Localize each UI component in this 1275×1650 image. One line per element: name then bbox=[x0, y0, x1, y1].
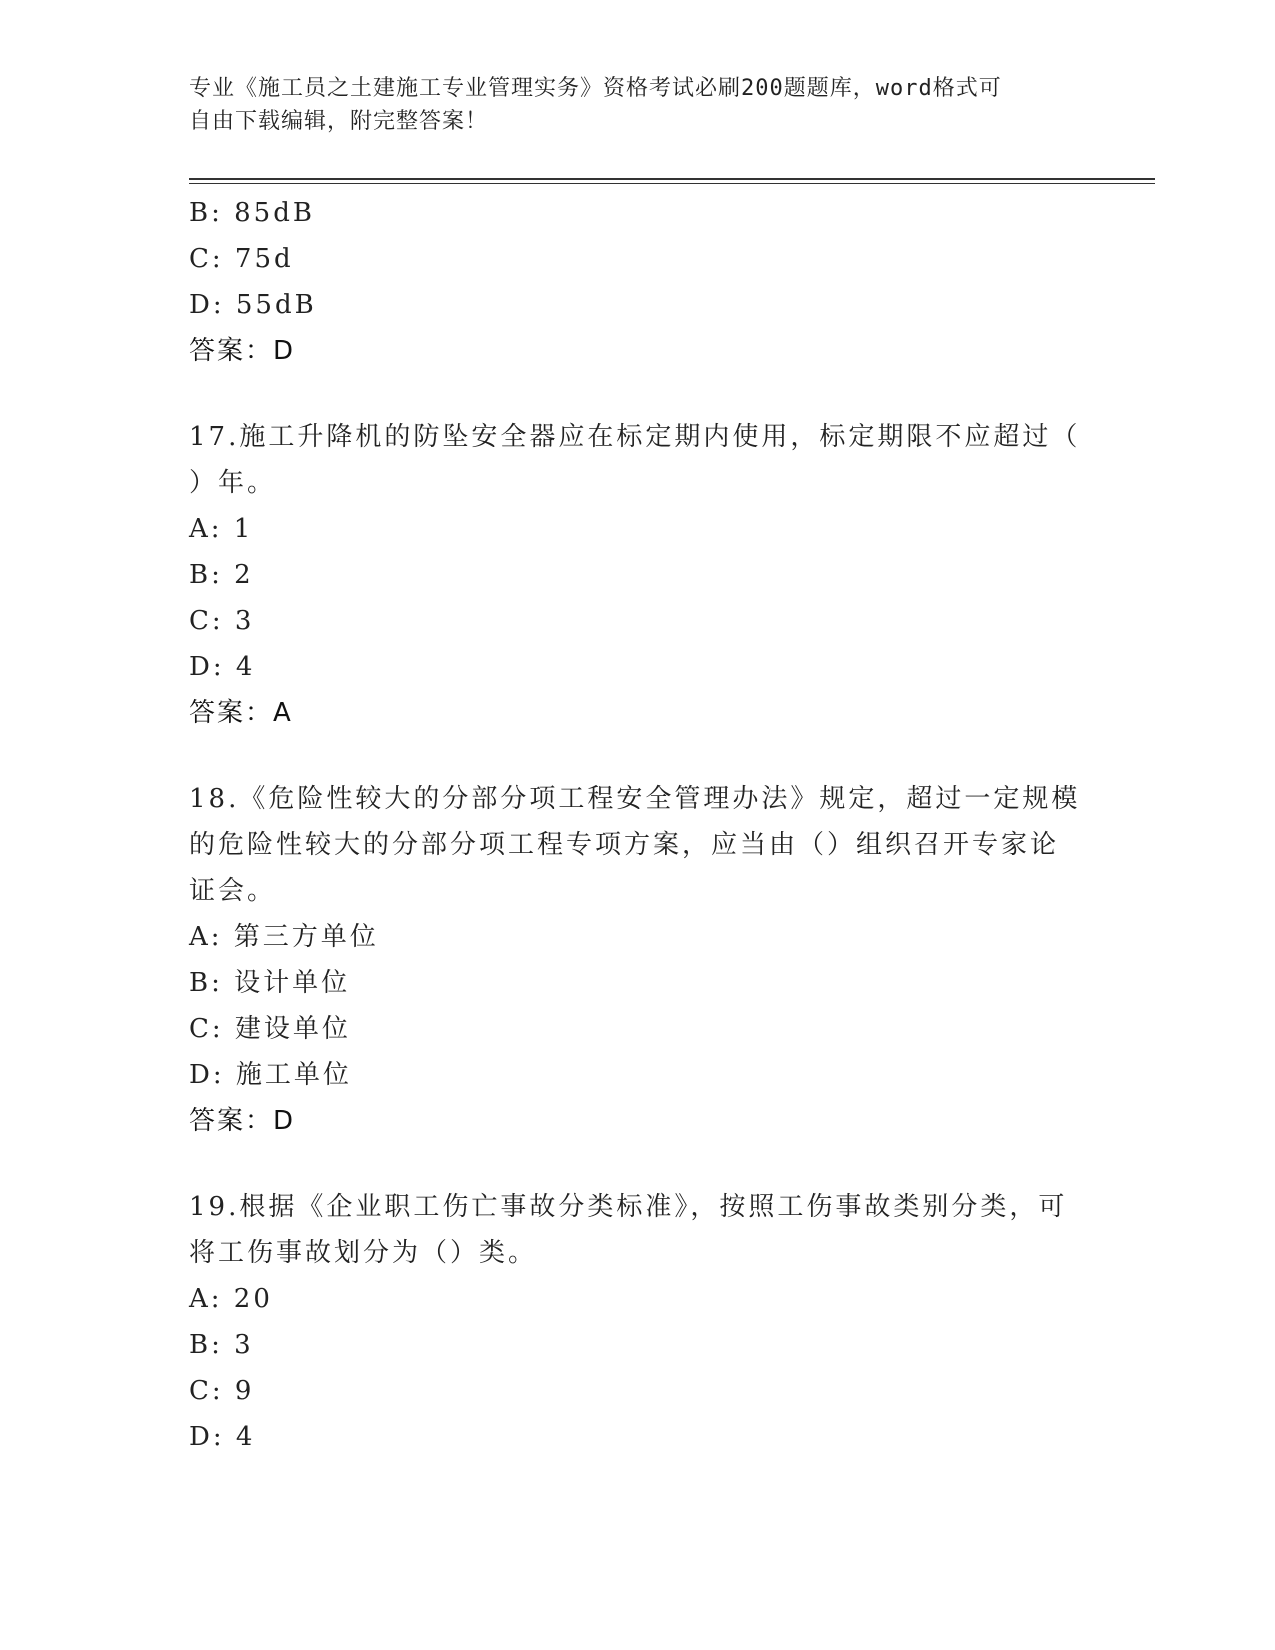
header-divider bbox=[189, 178, 1155, 180]
answer: 答案：A bbox=[189, 698, 293, 728]
question-text-line: ）年。 bbox=[189, 468, 277, 498]
header-line-1: 专业《施工员之土建施工专业管理实务》资格考试必刷200题题库，word格式可 bbox=[189, 76, 1002, 101]
spacer bbox=[189, 736, 1089, 776]
question-text-line: 将工伤事故划分为（）类。 bbox=[189, 1238, 538, 1268]
header-divider-thin bbox=[189, 183, 1155, 184]
header-line-2: 自由下载编辑，附完整答案！ bbox=[189, 109, 489, 134]
option-c: C: 75d bbox=[189, 244, 294, 274]
option-d: D: 4 bbox=[189, 1422, 256, 1452]
question-text-line: 证会。 bbox=[189, 876, 277, 906]
option-a: A: 第三方单位 bbox=[189, 922, 379, 952]
question-list bbox=[189, 190, 1089, 1460]
question-text-line: 19.根据《企业职工伤亡事故分类标准》，按照工伤事故类别分类，可 bbox=[189, 1192, 1068, 1222]
question-text-line: 的危险性较大的分部分项工程专项方案，应当由（）组织召开专家论 bbox=[189, 830, 1060, 860]
option-d: D: 55dB bbox=[189, 290, 317, 320]
option-c: C: 9 bbox=[189, 1376, 255, 1406]
option-d: D: 施工单位 bbox=[189, 1060, 352, 1090]
option-d: D: 4 bbox=[189, 652, 256, 682]
option-c: C: 建设单位 bbox=[189, 1014, 351, 1044]
page-header bbox=[189, 72, 1069, 138]
question-18 bbox=[189, 776, 1089, 1144]
answer: 答案：D bbox=[189, 336, 296, 366]
option-b: B: 85dB bbox=[189, 198, 315, 228]
question-16-continued bbox=[189, 190, 1089, 374]
question-19 bbox=[189, 1184, 1089, 1460]
option-c: C: 3 bbox=[189, 606, 255, 636]
answer: 答案：D bbox=[189, 1106, 296, 1136]
question-17 bbox=[189, 414, 1089, 736]
spacer bbox=[189, 1144, 1089, 1184]
question-text-line: 17.施工升降机的防坠安全器应在标定期内使用，标定期限不应超过（ bbox=[189, 422, 1081, 452]
option-b: B: 3 bbox=[189, 1330, 254, 1360]
option-a: A: 20 bbox=[189, 1284, 273, 1314]
option-b: B: 2 bbox=[189, 560, 254, 590]
question-text-line: 18.《危险性较大的分部分项工程安全管理办法》规定，超过一定规模 bbox=[189, 784, 1081, 814]
spacer bbox=[189, 374, 1089, 414]
option-b: B: 设计单位 bbox=[189, 968, 351, 998]
option-a: A: 1 bbox=[189, 514, 254, 544]
